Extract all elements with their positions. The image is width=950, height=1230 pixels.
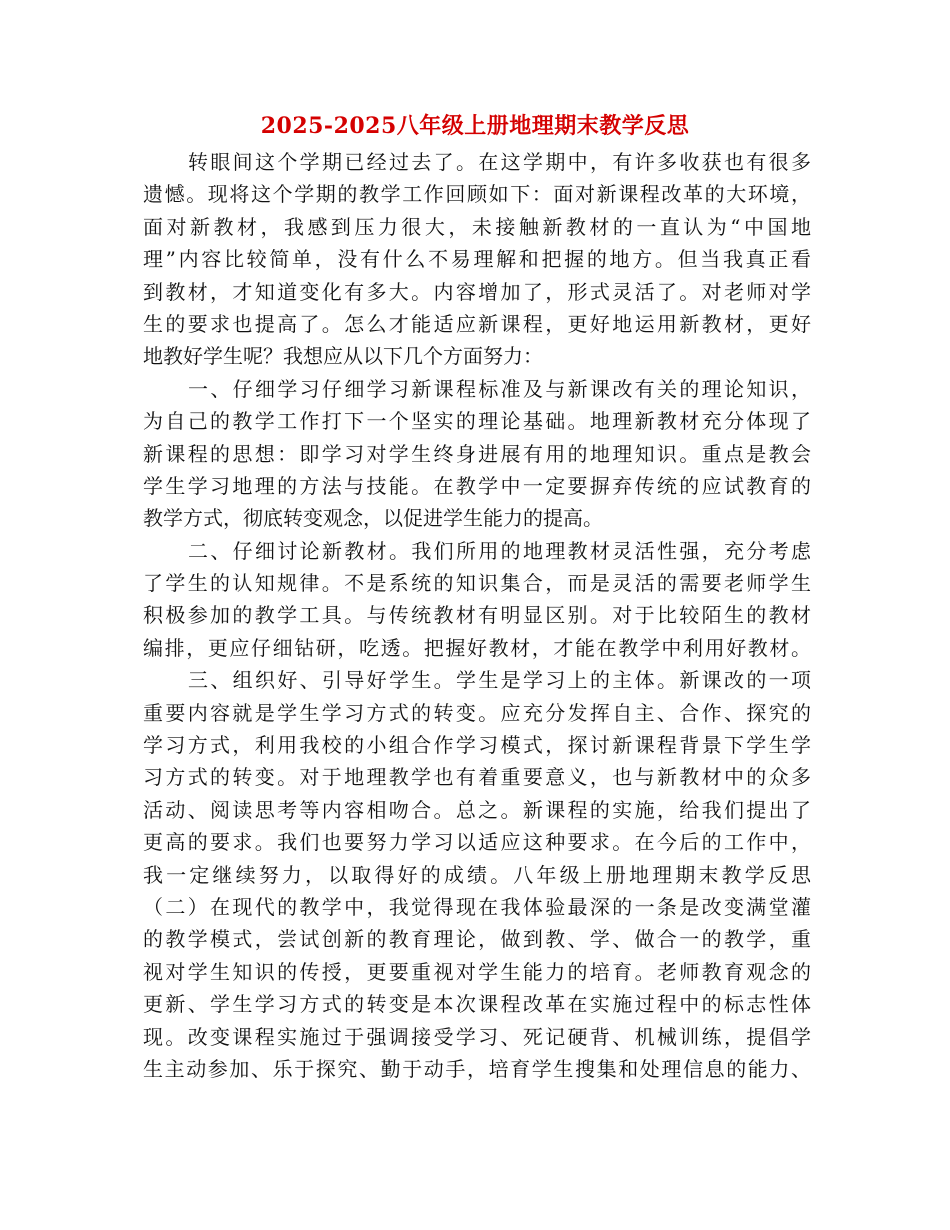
text-line: 三、组织好、引导好学生。学生是学习上的主体。新课改的一项 <box>188 668 811 693</box>
text-line: 转眼间这个学期已经过去了。在这学期中，有许多收获也有很多 <box>188 150 811 174</box>
text-line: 新课程的思想：即学习对学生终身进展有用的地理知识。重点是教会 <box>143 441 811 466</box>
text-line: 积极参加的教学工具。与传统教材有明显区别。对于比较陌生的教材 <box>143 603 811 628</box>
text-line: 理”内容比较简单，没有什么不易理解和把握的地方。但当我真正看 <box>143 247 811 272</box>
text-line: 生主动参加、乐于探究、勤于动手，培育学生搜集和处理信息的能力、 <box>143 1056 811 1081</box>
text-line: 生的要求也提高了。怎么才能适应新课程，更好地运用新教材，更好 <box>143 311 811 336</box>
text-line: 视对学生知识的传授，更要重视对学生能力的培育。老师教育观念的 <box>143 959 811 984</box>
text-line: 面对新教材，我感到压力很大，未接触新教材的一直认为“中国地 <box>143 214 811 239</box>
text-line: 教学方式，彻底转变观念，以促进学生能力的提高。 <box>143 506 603 531</box>
text-line: 为自己的教学工作打下一个坚实的理论基础。地理新教材充分体现了 <box>143 409 811 434</box>
text-line: 到教材，才知道变化有多大。内容增加了，形式灵活了。对老师对学 <box>143 279 811 304</box>
text-line: 一、仔细学习仔细学习新课程标准及与新课改有关的理论知识， <box>188 376 811 401</box>
text-line: 地教好学生呢？我想应从以下几个方面努力： <box>143 344 543 369</box>
text-line: 我一定继续努力，以取得好的成绩。八年级上册地理期末教学反思 <box>143 862 811 887</box>
text-line: 的教学模式，尝试创新的教育理论，做到教、学、做合一的教学，重 <box>143 927 811 952</box>
text-line: 重要内容就是学生学习方式的转变。应充分发挥自主、合作、探究的 <box>143 700 811 725</box>
text-line: 遗憾。现将这个学期的教学工作回顾如下：面对新课程改革的大环境， <box>143 182 811 207</box>
text-line: 学习方式，利用我校的小组合作学习模式，探讨新课程背景下学生学 <box>143 733 811 758</box>
text-line: 更新、学生学习方式的转变是本次课程改革在实施过程中的标志性体 <box>143 992 811 1017</box>
document-body <box>143 146 811 1085</box>
text-line: 编排，更应仔细钻研，吃透。把握好教材，才能在教学中利用好教材。 <box>143 635 811 660</box>
text-line: 二、仔细讨论新教材。我们所用的地理教材灵活性强，充分考虑 <box>188 538 811 563</box>
text-line: 了学生的认知规律。不是系统的知识集合，而是灵活的需要老师学生 <box>143 571 811 596</box>
text-line: 学生学习地理的方法与技能。在教学中一定要摒弃传统的应试教育的 <box>143 473 811 498</box>
text-line: 现。改变课程实施过于强调接受学习、死记硬背、机械训练，提倡学 <box>143 1024 811 1049</box>
text-line: 更高的要求。我们也要努力学习以适应这种要求。在今后的工作中， <box>143 830 811 855</box>
text-line: 习方式的转变。对于地理教学也有着重要意义，也与新教材中的众多 <box>143 765 811 790</box>
text-line: 活动、阅读思考等内容相吻合。总之。新课程的实施，给我们提出了 <box>143 797 811 822</box>
document-title: 2025-2025八年级上册地理期末教学反思 <box>260 113 690 139</box>
text-line: （二）在现代的教学中，我觉得现在我体验最深的一条是改变满堂灌 <box>143 894 811 919</box>
